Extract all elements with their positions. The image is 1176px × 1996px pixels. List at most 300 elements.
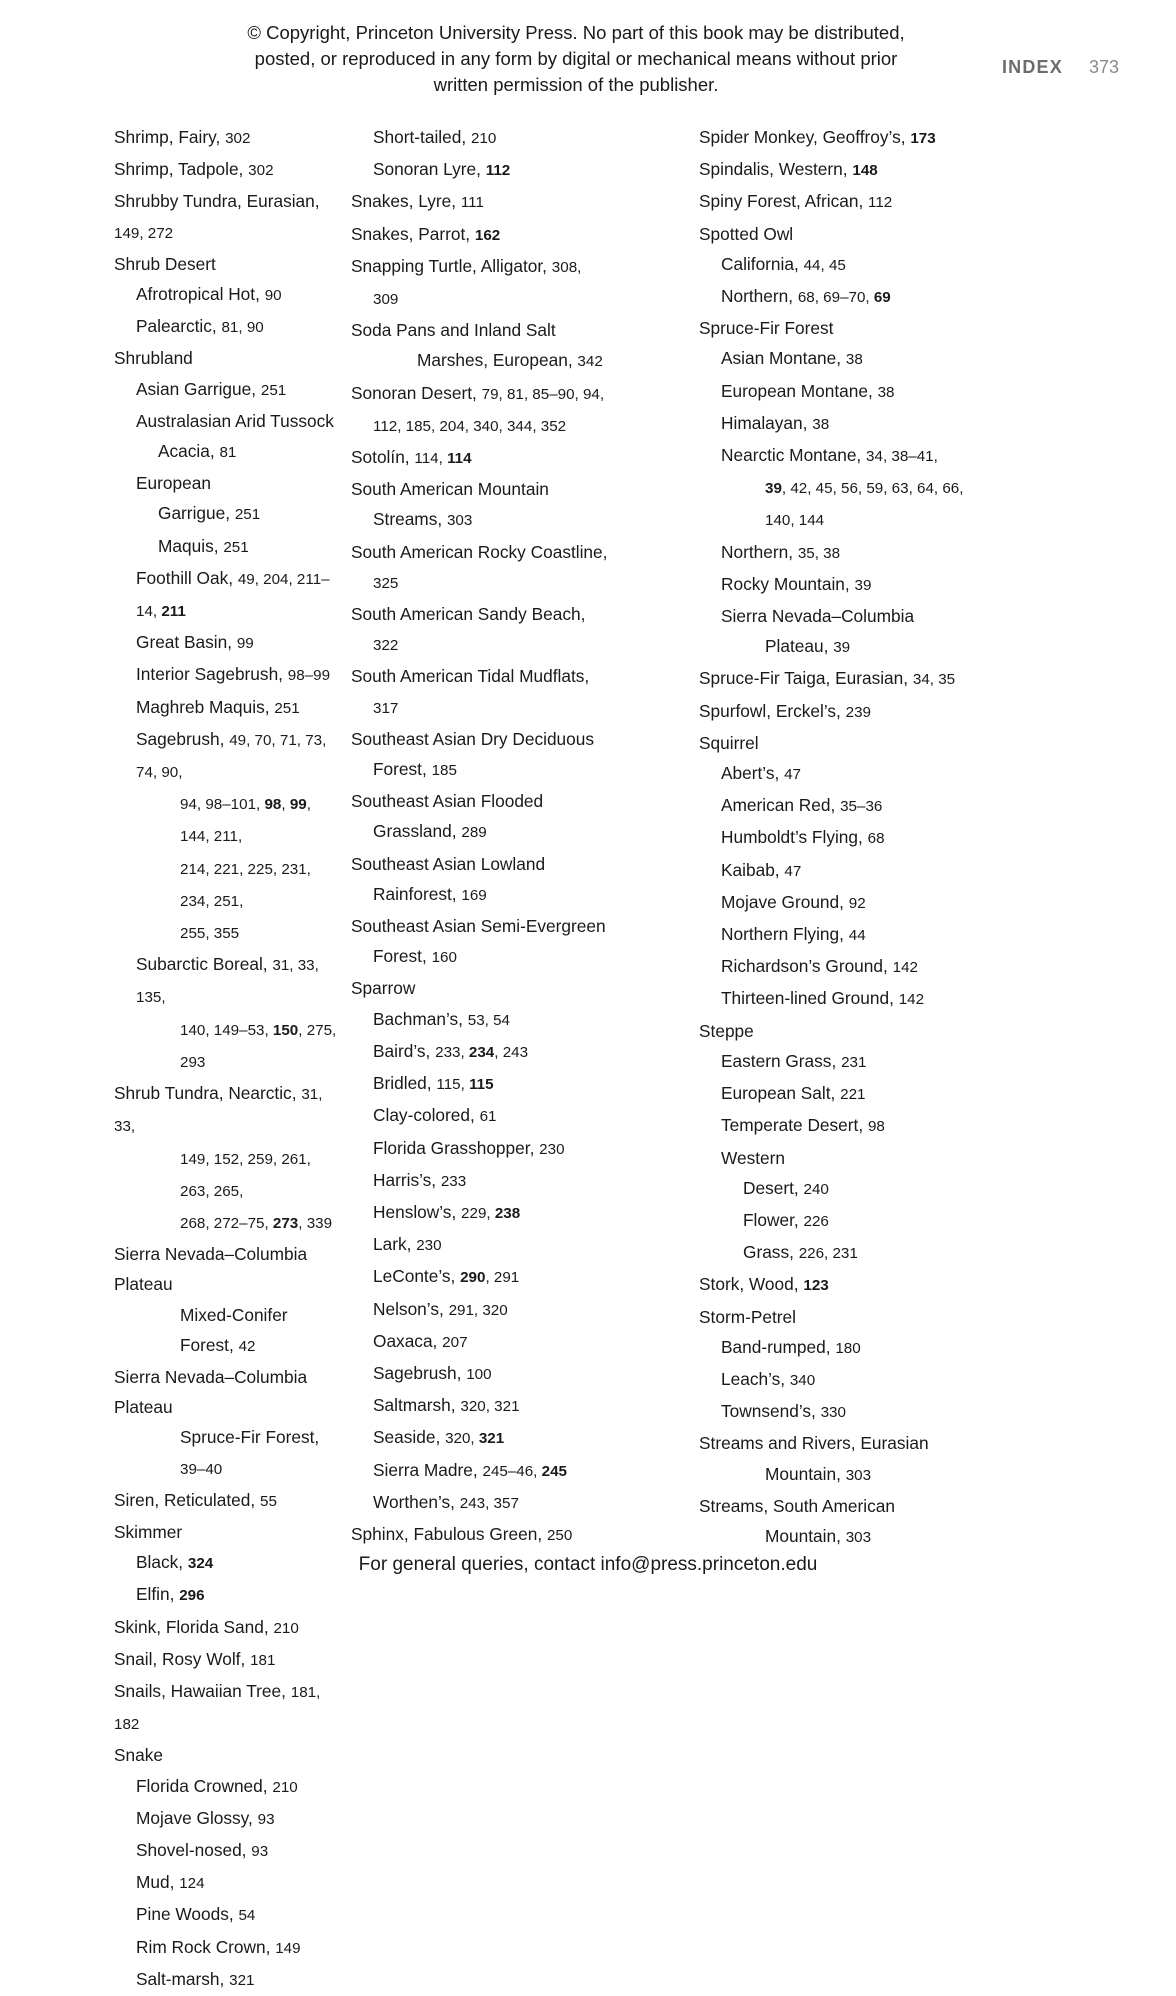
index-entry [351,504,670,536]
index-entry-label: Shrimp, Fairy, [114,127,226,147]
index-entry-label: Marshes, European, [417,350,578,371]
index-entry-pages: 35, 38 [797,544,841,562]
index-entry [351,816,670,848]
index-entry [114,279,340,311]
index-entry-pages: 39–40 [180,1460,223,1478]
index-entry [114,1899,340,1931]
index-entry-label: Spruce-Fir Taiga, Eurasian, [699,668,913,689]
index-entry-label: Grass, [743,1242,799,1263]
index-entry [114,1867,340,1899]
index-entry [114,1612,340,1644]
index-entry-pages: 100 [466,1365,492,1383]
index-entry-pages: 302 [225,130,251,147]
copyright-notice: © Copyright, Princeton University Press. No part of this book may be distributed, posted, or reproduced in any form by digital or mechanical means without prior written permission of the publisher. [247,22,905,95]
index-entry-pages: 35–36 [840,798,883,816]
index-entry-label: California, [721,253,804,274]
index-entry-pages: 93 [257,1810,275,1828]
index-entry-pages: 268, 272–75, 273, 339 [180,1214,333,1232]
index-entry-label: Garrigue, [158,503,235,524]
index-entry-label: Forest, [373,759,432,780]
index-entry-label: Black, [136,1552,188,1573]
index-columns [0,122,1176,1996]
index-entry [351,186,670,218]
index-entry-label: Townsend’s, [721,1401,821,1422]
index-entry-pages: 255, 355 [180,925,240,943]
index-entry [699,1173,1070,1205]
index-entry [351,283,670,315]
index-entry-label: Shrubland [114,348,193,369]
index-entry-pages: 53, 54 [467,1011,511,1029]
index-entry-label: Baird’s, [373,1040,436,1061]
index-entry-pages: 240 [803,1180,829,1198]
index-entry-label: Streams, [373,509,447,530]
index-entry-pages: 251 [223,538,249,556]
index-entry [699,1237,1070,1269]
index-entry [351,754,670,786]
index-entry-pages: 308, [551,258,582,276]
index-entry-label: Nearctic Montane, [721,445,867,466]
index-entry [699,186,1070,218]
index-entry-pages: 93 [251,1842,269,1860]
index-entry-label: Shrimp, Tadpole, [114,159,249,180]
index-entry [114,343,340,373]
index-entry-pages: 251 [234,506,261,524]
index-entry-label: Sierra Nevada–Columbia Plateau [114,1366,308,1418]
index-entry [114,1143,340,1207]
index-entry [351,251,670,283]
index-entry-pages: 79, 81, 85–90, 94, [481,385,605,403]
index-entry [114,154,340,186]
index-entry [699,1110,1070,1142]
index-entry [114,1207,340,1239]
index-entry-pages: 303 [845,1528,872,1546]
index-entry [351,1358,670,1390]
index-entry [351,629,670,661]
index-entry [699,1205,1070,1237]
index-entry-label: Humboldt’s Flying, [721,827,868,848]
index-entry-label: Plateau, [765,636,834,657]
index-entry [351,1519,670,1551]
index-entry-label: Sierra Nevada–Columbia Plateau [114,1244,308,1295]
index-entry-pages: 229, 238 [461,1204,521,1222]
index-entry [351,1100,670,1132]
index-entry-pages: 112 [485,162,511,180]
index-entry-pages: 309 [373,291,399,309]
index-entry [699,663,1070,695]
index-entry-label: Sierra Madre, [373,1459,483,1480]
index-entry [351,692,670,724]
index-entry-label: European Montane, [721,380,878,401]
index-entry-label: Interior Sagebrush, [136,664,288,685]
index-entry-pages: 320, 321 [445,1430,505,1448]
index-entry-pages: 112, 185, 204, 340, 344, 352 [373,417,567,435]
index-entry-pages: 34, 38–41, [866,448,938,466]
index-entry-pages: 169 [461,886,487,904]
index-entry-label: Eastern Grass, [721,1050,842,1071]
index-entry-pages: 289 [461,824,487,842]
index-entry [114,249,340,279]
index-entry [351,1390,670,1422]
index-entry-label: Southeast Asian Flooded [351,791,544,812]
index-entry-label: Nelson’s, [373,1298,449,1319]
index-entry-label: Flower, [743,1209,804,1230]
index-entry-label: Bridled, [373,1073,437,1094]
index-entry-label: Snake [114,1745,164,1766]
index-entry-label: Foothill Oak, [136,567,238,588]
index-entry [351,1036,670,1068]
index-entry-label: Rocky Mountain, [721,573,855,594]
index-entry [351,1068,670,1100]
index-entry [699,472,1070,504]
index-entry-pages: 325 [373,574,399,592]
index-entry [699,1046,1070,1078]
index-entry-pages: 180 [835,1339,861,1357]
index-entry-label: European [136,473,211,494]
index-entry [114,917,340,949]
index-entry-label: Snail, Rosy Wolf, [114,1648,251,1669]
index-entry-label: South American Sandy Beach, [351,604,586,625]
index-entry-label: European Salt, [721,1083,841,1104]
index-entry-label: Skink, Florida Sand, [114,1616,274,1637]
index-entry [351,973,670,1003]
index-entry-pages: 47 [784,862,802,880]
index-entry-pages: 230 [416,1237,442,1255]
index-entry-pages: 290, 291 [460,1269,520,1287]
index-entry-pages: 320, 321 [460,1398,520,1416]
index-entry-pages: 149, 152, 259, 261, 263, 265, [180,1150,311,1200]
index-entry-pages: 303 [446,512,473,530]
index-entry-pages: 123 [803,1277,829,1295]
index-entry [699,249,1070,281]
index-entry-pages: 173 [910,130,936,147]
index-column-3 [670,122,1070,1996]
index-entry-label: Florida Crowned, [136,1775,273,1796]
index-entry [699,154,1070,186]
index-entry-label: Snapping Turtle, Alligator, [351,255,552,276]
index-entry [351,1422,670,1454]
index-entry-pages: 61 [479,1108,497,1126]
index-entry-label: Sierra Nevada–Columbia [721,606,915,627]
index-entry-label: South American Tidal Mudflats, [351,666,590,687]
index-column-2 [340,122,670,1996]
index-entry [114,627,340,659]
index-entry-pages: 233 [440,1172,467,1190]
index-entry [699,696,1070,728]
index-entry-label: Shovel-nosed, [136,1839,252,1860]
index-entry-pages: 39 [833,639,851,657]
index-entry-pages: 49, 204, 211–14, 211 [136,570,330,621]
index-entry [351,661,670,691]
index-entry [351,1197,670,1229]
index-entry-pages: 233, 234, 243 [435,1043,529,1061]
index-entry [351,1326,670,1358]
index-entry-pages: 149, 272 [114,224,174,242]
index-entry [351,941,670,973]
index-entry-pages: 149 [275,1939,301,1957]
index-entry-label: Lark, [373,1234,417,1255]
index-entry [699,440,1070,472]
index-entry [351,911,670,941]
index-entry [114,1803,340,1835]
index-entry-label: Harris’s, [373,1169,441,1190]
index-entry-label: Skimmer [114,1521,183,1542]
index-entry [699,504,1070,536]
index-entry-pages: 68 [867,830,885,848]
index-entry-pages: 302 [248,162,274,180]
index-entry [699,1269,1070,1301]
index-entry [699,983,1070,1015]
index-entry [699,1428,1070,1458]
index-entry-label: Maquis, [158,535,224,556]
index-entry [351,122,670,154]
index-entry-label: Elfin, [136,1584,180,1605]
index-entry-label: Stork, Wood, [699,1274,804,1295]
index-entry-pages: 221 [840,1086,866,1104]
index-entry-pages: 296 [179,1587,205,1605]
index-entry [699,887,1070,919]
index-entry-label: Mountain, [765,1525,846,1546]
index-entry [351,1294,670,1326]
index-entry-label: Salt-marsh, [136,1968,230,1989]
index-entry-label: LeConte’s, [373,1266,461,1287]
index-entry-label: Subarctic Boreal, [136,954,273,975]
index-entry-pages: 250 [546,1526,573,1544]
index-entry-label: South American Rocky Coastline, [351,541,608,562]
index-entry-pages: 210 [470,130,497,147]
index-entry-pages: 42 [238,1337,256,1355]
index-entry-pages: 34, 35 [912,671,956,689]
index-entry-label: Shrub Tundra, Nearctic, [114,1083,302,1104]
index-entry-label: Sparrow [351,978,416,999]
index-entry [699,790,1070,822]
index-entry [351,219,670,251]
index-entry-pages: 44, 45 [803,256,846,274]
index-entry-pages: 207 [442,1333,468,1351]
index-entry-pages: 31, 33, 135, [136,957,319,1007]
index-entry [114,186,340,248]
index-entry-label: Bachman’s, [373,1008,468,1029]
index-entry-pages: 303 [845,1466,872,1484]
index-entry-label: Mountain, [765,1463,846,1484]
index-entry-label: Sagebrush, [373,1362,467,1383]
index-entry-label: Southeast Asian Semi-Evergreen [351,916,606,937]
index-entry [699,631,1070,663]
index-entry-pages: 39 [854,576,872,594]
index-entry-label: Spiny Forest, African, [699,191,869,212]
index-entry-pages: 330 [820,1404,846,1422]
index-entry-label: Steppe [699,1020,754,1041]
index-entry-label: Himalayan, [721,412,813,433]
index-entry [351,1229,670,1261]
index-entry-label: Northern, [721,541,798,562]
index-entry-pages: 231 [841,1053,867,1071]
index-entry [114,531,340,563]
index-entry [699,1491,1070,1521]
index-entry-label: Southeast Asian Lowland [351,853,546,874]
index-entry-pages: 114, 114 [414,450,472,468]
index-entry [114,1964,340,1996]
index-entry-label: Spurfowl, Erckel’s, [699,700,846,721]
index-entry [351,786,670,816]
index-entry-label: Afrotropical Hot, [136,284,265,305]
index-entry-label: Rainforest, [373,883,462,904]
index-entry-pages: 226, 231 [798,1245,858,1263]
index-entry-label: Oaxaca, [373,1330,443,1351]
index-entry-label: Maghreb Maquis, [136,696,275,717]
index-entry [114,1676,340,1740]
index-entry-label: Western [721,1147,786,1168]
index-entry-pages: 185 [431,762,457,780]
index-entry-label: Northern, [721,286,798,307]
index-entry-pages: 214, 221, 225, 231, 234, 251, [180,860,311,910]
index-entry-label: Spotted Owl [699,223,794,244]
index-entry-label: Australasian Arid Tussock [136,410,334,431]
index-entry [114,659,340,691]
index-entry-pages: 111 [460,194,484,212]
page-number: 373 [1088,57,1119,77]
index-entry [699,601,1070,631]
index-entry [114,1300,340,1362]
index-entry [114,692,340,724]
index-entry-label: Shrubby Tundra, Eurasian, [114,191,320,212]
index-entry [699,855,1070,887]
index-entry-pages: 124 [179,1875,205,1893]
index-entry-pages: 160 [431,949,457,967]
index-entry [114,1078,340,1142]
index-entry [699,569,1070,601]
index-entry-pages: 68, 69–70, 69 [797,289,891,307]
index-entry [114,436,340,468]
index-entry [114,1771,340,1803]
index-entry [699,343,1070,375]
index-entry-label: Saltmarsh, [373,1395,461,1416]
index-entry-pages: 210 [273,1619,299,1637]
running-header [1002,57,1119,78]
index-entry-pages: 340 [789,1371,816,1389]
index-entry [699,728,1070,758]
index-entry [699,408,1070,440]
index-entry [351,849,670,879]
index-entry-pages: 140, 149–53, 150, 275, 293 [180,1021,337,1071]
index-entry-label: Soda Pans and Inland Salt [351,320,556,341]
index-entry [351,1165,670,1197]
index-entry-label: Great Basin, [136,632,237,653]
index-entry-pages: 210 [272,1778,298,1796]
index-entry-pages: 54 [238,1907,256,1925]
index-entry [351,154,670,186]
index-entry [114,853,340,917]
index-entry [699,313,1070,343]
index-entry-label: Desert, [743,1177,804,1198]
index-entry-pages: 321 [229,1971,255,1989]
index-entry-label: Sonoran Lyre, [373,159,486,180]
index-entry-pages: 81 [219,444,237,462]
index-entry [351,1133,670,1165]
index-entry-label: Grassland, [373,821,462,842]
index-entry-label: Band-rumped, [721,1336,836,1357]
index-entry-pages: 38 [812,415,830,433]
index-entry [351,378,670,410]
index-entry-label: Asian Garrigue, [136,378,261,399]
index-entry-pages: 291, 320 [448,1301,508,1319]
index-entry [351,1487,670,1519]
index-entry-pages: 98–99 [287,667,331,685]
index-entry-label: Rim Rock Crown, [136,1936,276,1957]
index-entry-pages: 31, 33, [114,1086,323,1136]
index-entry-pages: 239 [845,703,871,721]
index-entry [699,122,1070,154]
index-entry [114,788,340,852]
index-entry-label: American Red, [721,795,841,816]
index-entry [351,724,670,754]
index-entry-label: Snakes, Parrot, [351,223,475,244]
index-entry-pages: 142 [892,959,918,977]
index-entry [699,1521,1070,1553]
index-entry [351,442,670,474]
index-entry-pages: 245–46, 245 [482,1462,567,1480]
index-entry [114,1579,340,1611]
running-head-label: INDEX [1001,57,1063,77]
index-entry [351,599,670,629]
index-entry-label: Acacia, [158,441,220,462]
index-entry-label: Thirteen-lined Ground, [721,988,899,1009]
index-entry-label: Kaibab, [721,859,785,880]
index-entry-pages: 142 [898,991,925,1009]
index-entry-pages: 148 [852,162,878,180]
index-entry-label: Mojave Ground, [721,891,849,912]
index-entry [351,1261,670,1293]
index-entry [699,758,1070,790]
index-entry [114,498,340,530]
index-entry-label: Pine Woods, [136,1904,239,1925]
index-entry [699,919,1070,951]
index-entry-label: Worthen’s, [373,1491,460,1512]
index-entry [351,879,670,911]
index-entry [114,406,340,436]
index-entry-pages: 324 [187,1555,214,1573]
index-entry-label: Florida Grasshopper, [373,1137,540,1158]
index-entry-label: Abert’s, [721,763,785,784]
index-entry [699,376,1070,408]
index-entry [699,1302,1070,1332]
index-entry-label: Mojave Glossy, [136,1807,258,1828]
index-entry-label: Mixed-Conifer Forest, [180,1304,288,1355]
index-entry-label: Sagebrush, [136,728,230,749]
index-entry [114,563,340,627]
index-entry [699,1364,1070,1396]
index-entry-pages: 140, 144 [765,512,825,530]
index-entry-pages: 322 [373,637,399,655]
index-entry [114,468,340,498]
index-entry [351,1455,670,1487]
index-entry-pages: 55 [260,1492,277,1510]
index-entry [114,374,340,406]
index-entry-pages: 90 [264,287,282,305]
index-entry-label: Short-tailed, [373,127,471,147]
index-entry-pages: 162 [474,226,501,244]
index-entry-label: Sotolín, [351,447,415,468]
index-entry-pages: 342 [577,353,603,371]
index-entry-pages: 49, 70, 71, 73, 74, 90, [136,731,327,782]
index-entry [699,1332,1070,1364]
index-entry [351,474,670,504]
index-entry-label: Spindalis, Western, [699,159,853,180]
index-entry-pages: 251 [274,699,300,717]
index-column-1 [0,122,340,1996]
index-entry [114,1644,340,1676]
index-entry [114,1740,340,1770]
index-entry-pages: 112 [868,194,893,212]
